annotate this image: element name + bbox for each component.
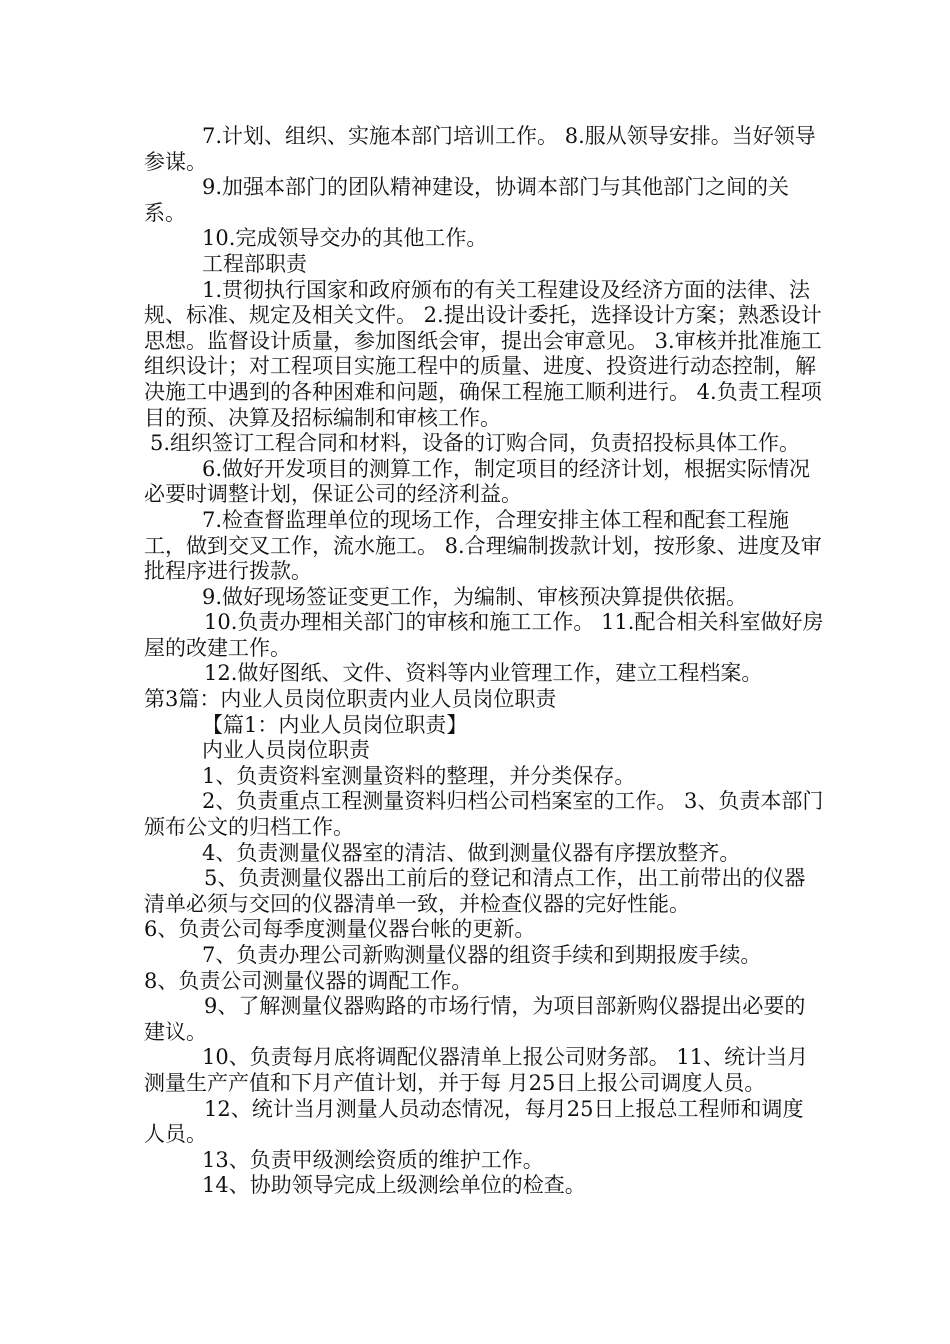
paragraph: 1、负责资料室测量资料的整理，并分类保存。	[202, 763, 636, 788]
paragraph: 9、了解测量仪器购路的市场行情，为项目部新购仪器提出必要的建议。	[144, 994, 806, 1044]
paragraph: 4、负责测量仪器室的清洁、做到测量仪器有序摆放整齐。	[202, 840, 741, 865]
paragraph: 8、负责公司测量仪器的调配工作。	[144, 968, 473, 993]
paragraph: 13、负责甲级测绘资质的维护工作。	[202, 1147, 544, 1172]
document-body	[144, 124, 824, 1199]
paragraph: 9.做好现场签证变更工作，为编制、审核预决算提供依据。	[202, 584, 748, 609]
paragraph: 7.检查督监理单位的现场工作，合理安排主体工程和配套工程施工，做到交叉工作，流水施工。 8.合理编制拨款计划，按形象、进度及审批程序进行拨款。	[144, 507, 822, 584]
paragraph: 10、负责每月底将调配仪器清单上报公司财务部。 11、统计当月测量生产产值和下月产值计划，并于每 月25日上报公司调度人员。	[144, 1045, 809, 1095]
section-heading: 内业人员岗位职责	[202, 738, 370, 763]
paragraph: 7、负责办理公司新购测量仪器的组资手续和到期报废手续。	[202, 943, 762, 967]
paragraph: 10.完成领导交办的其他工作。	[202, 226, 488, 251]
paragraph: 1.贯彻执行国家和政府颁布的有关工程建设及经济方面的法律、法规、标准、规定及相关文件。 2.提出设计委托，选择设计方案；熟悉设计思想。监督设计质量，参加图纸会审，提出会审意见。 3.审核并批准施工组织设计；对工程项目实施工程中的质量、进度、投资进行动态控制，解决施工中遇到的各种困难和问题，确保工程施工顺利进行。 4.负责工程项目的预、决算及招标编制和审核工作。	[144, 277, 822, 430]
paragraph: 5.组织签订工程合同和材料，设备的订购合同，负责招投标具体工作。	[150, 431, 801, 456]
paragraph: 10.负责办理相关部门的审核和施工工作。 11.配合相关科室做好房屋的改建工作。	[144, 610, 824, 660]
paragraph: 2、负责重点工程测量资料归档公司档案室的工作。 3、负责本部门颁布公文的归档工作。	[144, 789, 824, 840]
paragraph: 7.计划、组织、实施本部门培训工作。 8.服从领导安排。当好领导参谋。	[144, 124, 816, 174]
section-heading: 【篇1：内业人员岗位职责】	[202, 712, 468, 737]
paragraph: 6、负责公司每季度测量仪器台帐的更新。	[144, 917, 536, 942]
paragraph: 9.加强本部门的团队精神建设，协调本部门与其他部门之间的关系。	[144, 175, 790, 225]
chapter-heading: 第3篇：内业人员岗位职责内业人员岗位职责	[144, 687, 557, 712]
paragraph: 14、协助领导完成上级测绘单位的检查。	[202, 1173, 586, 1198]
paragraph: 5、负责测量仪器出工前后的登记和清点工作，出工前带出的仪器清单必须与交回的仪器清单一致，并检查仪器的完好性能。	[144, 866, 806, 916]
section-heading: 工程部职责	[202, 251, 307, 276]
paragraph: 6.做好开发项目的测算工作，制定项目的经济计划，根据实际情况必要时调整计划，保证公司的经济利益。	[144, 456, 811, 507]
paragraph: 12.做好图纸、文件、资料等内业管理工作，建立工程档案。	[204, 661, 763, 686]
paragraph: 12、统计当月测量人员动态情况，每月25日上报总工程师和调度人员。	[144, 1096, 804, 1147]
